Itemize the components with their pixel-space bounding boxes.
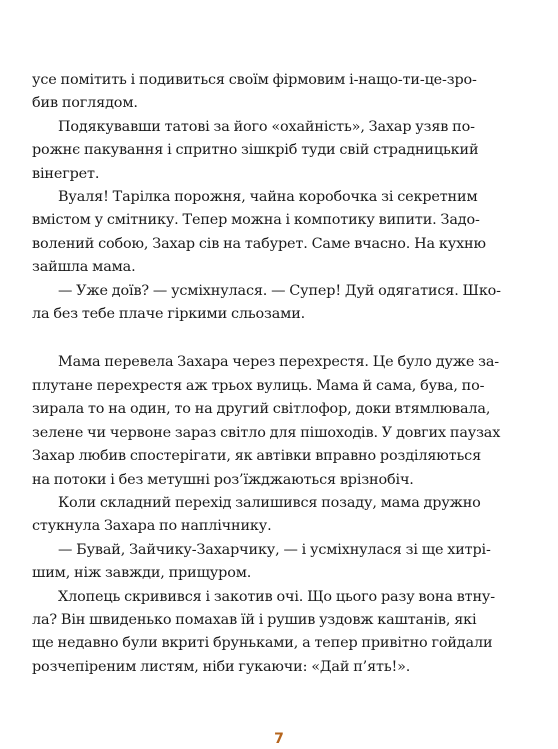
text-line: — Бувай, Зайчику-Захарчику, — і усміхнулася зі ще хитрі- (58, 541, 491, 558)
text-line: ще недавно були вкриті бруньками, а тепер привітно гойдали (32, 635, 493, 652)
paragraph-8 (32, 586, 519, 680)
paragraph-6 (32, 492, 519, 539)
page-body-text (32, 69, 519, 679)
paragraph-2 (32, 116, 519, 186)
text-line: плутане перехрестя аж трьох вулиць. Мама й сама, бува, по- (32, 377, 485, 394)
paragraph-3 (32, 186, 519, 280)
text-line: стукнула Захара по наплічнику. (32, 518, 272, 535)
text-line: Коли складний перехід залишився позаду, мама дружно (58, 494, 481, 511)
paragraph-7 (32, 539, 519, 586)
text-line: зайшла мама. (32, 259, 136, 276)
text-line: Захар любив спостерігати, як автівки вправно розділяються (32, 448, 482, 465)
text-line: бив поглядом. (32, 95, 138, 112)
section-break (32, 326, 519, 351)
paragraph-4 (32, 280, 519, 327)
text-line: розчепіреним листям, ніби гукаючи: «Дай п’ять!». (32, 658, 411, 675)
text-line: волений собою, Захар сів на табурет. Саме вчасно. На кухню (32, 235, 486, 252)
text-line: вінегрет. (32, 165, 100, 182)
text-line: усе помітить і подивиться своїм фірмовим і-нащо-ти-це-зро- (32, 72, 477, 88)
page-number: 7 (274, 731, 284, 747)
paragraph-5 (32, 351, 519, 491)
paragraph-1 (32, 69, 519, 116)
text-line: Мама перевела Захара через перехрестя. Це було дуже за- (58, 354, 499, 371)
text-line: ла? Він швиденько помахав їй і рушив уздовж каштанів, які (32, 611, 477, 628)
text-line: ла без тебе плаче гіркими сльозами. (32, 306, 306, 323)
text-line: Вуаля! Тарілка порожня, чайна коробочка зі секретним (58, 189, 478, 206)
text-line: рожнє пакування і спритно зішкріб туди свій страдницький (32, 142, 479, 159)
text-line: зирала то на один, то на другий світлофор, доки втямлювала, (32, 401, 491, 418)
text-line: Подякувавши татові за його «охайність», Захар узяв по- (58, 118, 475, 135)
text-line: — Уже доїв? — усміхнулася. — Супер! Дуй одягатися. Шко- (58, 282, 501, 299)
text-line: Хлопець скривився і закотив очі. Що цього разу вона втну- (58, 588, 495, 605)
text-line: на потоки і без метушні роз’їжджаються врізнобіч. (32, 471, 414, 488)
text-line: зелене чи червоне зараз світло для пішоходів. У довгих паузах (32, 424, 501, 441)
text-line: шим, ніж завжди, прищуром. (32, 565, 252, 582)
text-line: вмістом у смітнику. Тепер можна і компотику випити. Задо- (32, 212, 480, 229)
